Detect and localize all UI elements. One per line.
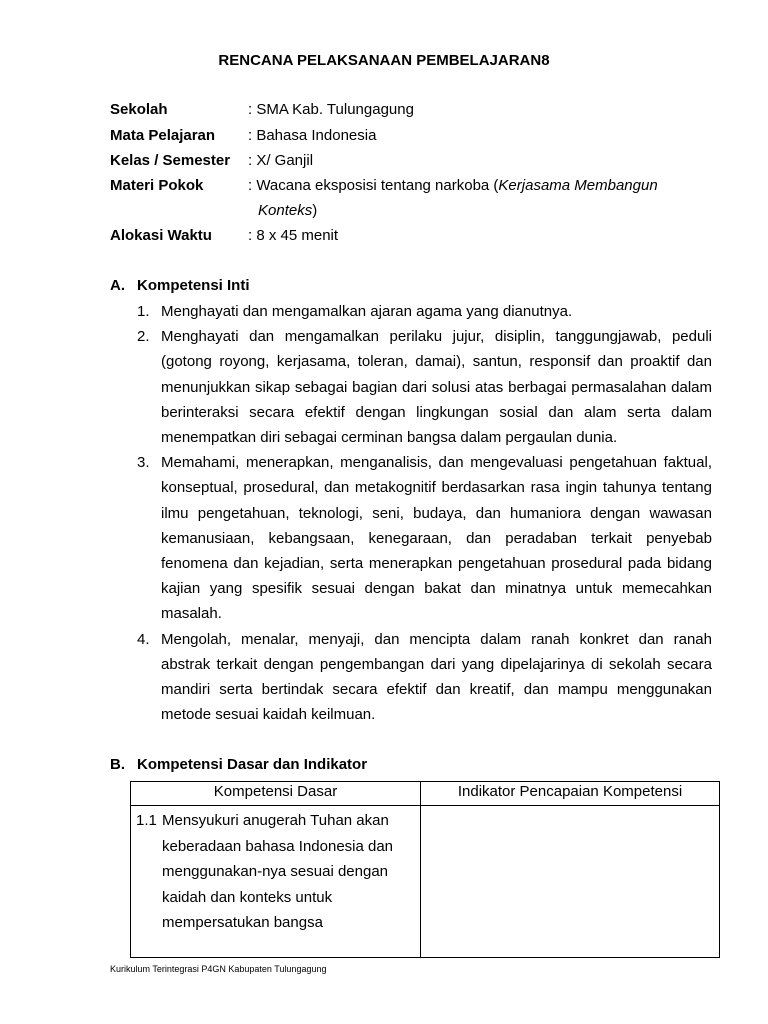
topic-value <box>248 173 658 198</box>
time-value: : 8 x 45 menit <box>248 227 339 244</box>
table-header-indikator: Indikator Pencapaian Kompetensi <box>421 782 720 806</box>
list-item-text: Menghayati dan mengamalkan ajaran agama yang dianutnya. <box>161 303 573 320</box>
topic-value-suffix: ) <box>312 202 318 219</box>
list-item-number: 2. <box>137 328 150 346</box>
table-header-row <box>131 782 720 806</box>
list-item-number: 3. <box>137 454 150 472</box>
list-item <box>137 299 712 324</box>
table-cell-kd <box>131 806 421 958</box>
subject-value: : Bahasa Indonesia <box>248 127 377 144</box>
list-item-text: Mengolah, menalar, menyaji, dan mencipta dalam ranah konkret dan ranah abstrak terkait dengan pengembangan dari yang dipelajarinya di sekolah secara mandiri serta bertindak secara efektif dan kreatif, dan mampu menggunakan metode sesuai kaidah keilmuan. <box>161 630 712 724</box>
page-footer: Kurikulum Terintegrasi P4GN Kabupaten Tulungagung <box>110 964 327 974</box>
section-b-title: Kompetensi Dasar dan Indikator <box>137 756 368 773</box>
kompetensi-inti-list <box>137 299 712 727</box>
school-label: Sekolah <box>110 101 168 118</box>
class-value: : X/ Ganjil <box>248 152 314 169</box>
section-a-heading <box>110 273 250 298</box>
section-b-letter: B. <box>110 756 125 773</box>
list-item-text: Menghayati dan mengamalkan perilaku jujur, disiplin, tanggungjawab, peduli (gotong royong, kerjasama, toleran, damai), santun, responsif dan proaktif dan menunjukkan sikap sebagai bagian dari solusi atas berbagai permasalahan dalam berinteraksi secara efektif dengan lingkungan sosial dan alam serta dalam menempatkan diri sebagai cerminan bangsa dalam pergaulan dunia. <box>161 328 712 447</box>
document-title: RENCANA PELAKSANAAN PEMBELAJARAN8 <box>218 52 550 69</box>
list-item-text: Memahami, menerapkan, menganalisis, dan mengevaluasi pengetahuan faktual, konseptual, prosedural, dan metakognitif berdasarkan rasa ingin tahunya tentang ilmu pengetahuan, teknologi, seni, budaya, dan humaniora dengan wawasan kemanusiaan, kebangsaan, kenegaraan, dan peradaban terkait penyebab fenomena dan kejadian, serta menerapkan pengetahuan prosedural pada bidang kajian yang spesifik sesuai dengan bakat dan minatnya untuk memecahkan masalah. <box>161 454 712 623</box>
time-label: Alokasi Waktu <box>110 227 212 244</box>
table-row <box>131 806 720 958</box>
school-value: : SMA Kab. Tulungagung <box>248 101 414 118</box>
section-b-heading <box>110 752 367 777</box>
topic-value-continuation <box>258 198 317 223</box>
kd-number: 1.1 <box>136 812 157 829</box>
kompetensi-dasar-table <box>130 781 720 958</box>
list-item <box>137 450 712 626</box>
topic-value-italic-1: Kerjasama Membangun <box>498 177 658 194</box>
table-cell-indikator <box>421 806 720 958</box>
list-item <box>137 627 712 728</box>
list-item <box>137 324 712 450</box>
section-a-title: Kompetensi Inti <box>137 277 250 294</box>
topic-value-italic-2: Konteks <box>258 202 313 219</box>
list-item-number: 1. <box>137 303 150 320</box>
section-a-letter: A. <box>110 277 125 294</box>
topic-label: Materi Pokok <box>110 177 204 194</box>
table-header-kd: Kompetensi Dasar <box>131 782 421 806</box>
topic-value-prefix: : Wacana eksposisi tentang narkoba ( <box>248 177 499 194</box>
class-label: Kelas / Semester <box>110 152 231 169</box>
kd-text: Mensyukuri anugerah Tuhan akan keberadaan bahasa Indonesia dan menggunakan-nya sesuai dengan kaidah dan konteks untuk mempersatukan bangsa <box>162 812 394 932</box>
list-item-number: 4. <box>137 630 150 648</box>
subject-label: Mata Pelajaran <box>110 127 216 144</box>
